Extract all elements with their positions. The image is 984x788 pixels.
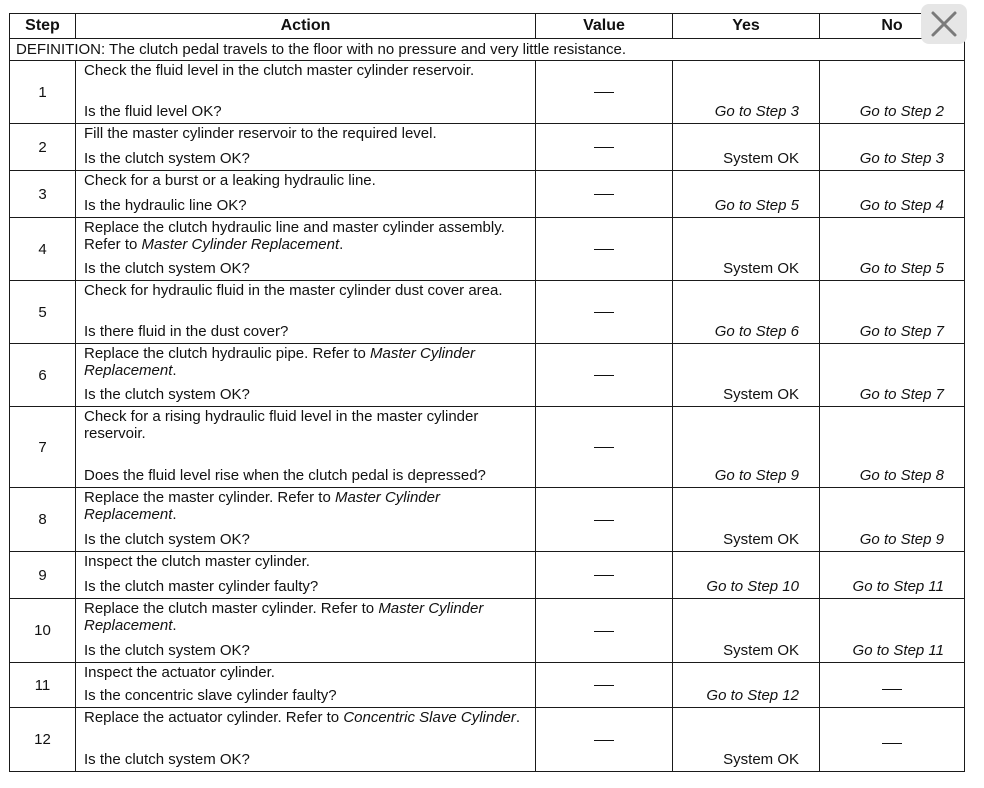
yes-result: Go to Step 5 (673, 171, 820, 218)
yes-result: System OK (673, 344, 820, 407)
yes-result: Go to Step 10 (673, 552, 820, 599)
header-no: No (820, 14, 965, 39)
action-instruction (84, 408, 529, 442)
yes-result: System OK (673, 218, 820, 281)
instruction-text: Inspect the actuator cylinder. (84, 664, 275, 681)
instruction-text: . (172, 506, 177, 523)
instruction-text: Replace the actuator cylinder. Refer to (84, 709, 344, 726)
yes-result: System OK (673, 124, 820, 171)
action-cell (76, 124, 536, 171)
value-cell (536, 124, 673, 171)
action-instruction (84, 600, 529, 634)
instruction-text: Replace the clutch master cylinder. Refer to (84, 600, 379, 617)
yes-result: Go to Step 12 (673, 663, 820, 708)
yes-result: System OK (673, 599, 820, 663)
instruction-text: . (339, 236, 344, 253)
action-cell (76, 663, 536, 708)
table-row (10, 124, 965, 171)
yes-result: Go to Step 6 (673, 281, 820, 344)
yes-result: System OK (673, 708, 820, 772)
yes-result: Go to Step 3 (673, 61, 820, 124)
step-number: 1 (10, 61, 76, 124)
procedure-reference: Master Cylinder Replacement (84, 489, 440, 523)
value-cell (536, 407, 673, 488)
table-row (10, 708, 965, 772)
action-instruction (84, 489, 529, 523)
value-dash (594, 92, 614, 93)
table-row (10, 552, 965, 599)
instruction-text: Check for a burst or a leaking hydraulic line. (84, 172, 376, 189)
action-question: Is the clutch master cylinder faulty? (84, 578, 319, 595)
value-cell (536, 171, 673, 218)
instruction-text: Replace the master cylinder. Refer to (84, 489, 335, 506)
table-row (10, 344, 965, 407)
action-question: Is the hydraulic line OK? (84, 197, 247, 214)
action-instruction (84, 553, 529, 570)
instruction-text: . (172, 362, 177, 379)
action-cell (76, 344, 536, 407)
action-question: Is the clutch system OK? (84, 642, 250, 659)
procedure-reference: Master Cylinder Replacement (84, 600, 484, 634)
value-dash (594, 520, 614, 521)
no-result: Go to Step 11 (820, 599, 965, 663)
action-question: Is the concentric slave cylinder faulty? (84, 687, 337, 704)
step-number: 2 (10, 124, 76, 171)
value-cell (536, 344, 673, 407)
table-row (10, 281, 965, 344)
value-cell (536, 663, 673, 708)
header-yes: Yes (673, 14, 820, 39)
no-result: Go to Step 4 (820, 171, 965, 218)
value-dash (594, 575, 614, 576)
value-dash (594, 147, 614, 148)
header-value: Value (536, 14, 673, 39)
action-instruction (84, 664, 529, 681)
table-row (10, 218, 965, 281)
value-dash (594, 740, 614, 741)
value-cell (536, 599, 673, 663)
no-result: Go to Step 5 (820, 218, 965, 281)
action-instruction (84, 172, 529, 189)
action-cell (76, 61, 536, 124)
value-cell (536, 552, 673, 599)
step-number: 11 (10, 663, 76, 708)
action-cell (76, 708, 536, 772)
no-result: Go to Step 3 (820, 124, 965, 171)
action-instruction (84, 219, 529, 253)
instruction-text: Fill the master cylinder reservoir to the required level. (84, 125, 437, 142)
value-dash (594, 631, 614, 632)
step-number: 9 (10, 552, 76, 599)
step-number: 10 (10, 599, 76, 663)
no-result (820, 708, 965, 772)
table-row (10, 488, 965, 552)
value-dash (594, 447, 614, 448)
value-cell (536, 488, 673, 552)
step-number: 12 (10, 708, 76, 772)
yes-result: Go to Step 9 (673, 407, 820, 488)
value-cell (536, 708, 673, 772)
action-cell (76, 488, 536, 552)
instruction-text: Check for hydraulic fluid in the master cylinder dust cover area. (84, 282, 503, 299)
header-action: Action (76, 14, 536, 39)
header-step: Step (10, 14, 76, 39)
instruction-text: Inspect the clutch master cylinder. (84, 553, 310, 570)
value-dash (594, 249, 614, 250)
action-cell (76, 552, 536, 599)
action-instruction (84, 345, 529, 379)
table-row (10, 663, 965, 708)
action-cell (76, 281, 536, 344)
action-question: Does the fluid level rise when the clutch pedal is depressed? (84, 467, 486, 484)
action-question: Is the clutch system OK? (84, 260, 250, 277)
step-number: 7 (10, 407, 76, 488)
no-result: Go to Step 8 (820, 407, 965, 488)
action-question: Is the fluid level OK? (84, 103, 222, 120)
procedure-reference: Master Cylinder Replacement (84, 345, 476, 379)
procedure-reference: Master Cylinder Replacement (141, 236, 340, 253)
step-number: 5 (10, 281, 76, 344)
no-dash (882, 689, 902, 690)
value-cell (536, 281, 673, 344)
instruction-text: Check for a rising hydraulic fluid level in the master cylinder reservoir. (84, 408, 479, 442)
no-result: Go to Step 9 (820, 488, 965, 552)
no-result (820, 663, 965, 708)
value-dash (594, 194, 614, 195)
action-question: Is the clutch system OK? (84, 531, 250, 548)
step-number: 8 (10, 488, 76, 552)
action-instruction (84, 62, 529, 79)
instruction-text: Replace the clutch hydraulic pipe. Refer to (84, 345, 370, 362)
no-result: Go to Step 7 (820, 344, 965, 407)
table-row (10, 407, 965, 488)
action-cell (76, 407, 536, 488)
action-instruction (84, 125, 529, 142)
action-cell (76, 218, 536, 281)
action-cell (76, 599, 536, 663)
no-result: Go to Step 7 (820, 281, 965, 344)
close-icon (930, 10, 958, 38)
action-question: Is there fluid in the dust cover? (84, 323, 289, 340)
value-cell (536, 61, 673, 124)
yes-result: System OK (673, 488, 820, 552)
action-question: Is the clutch system OK? (84, 386, 250, 403)
table-row (10, 61, 965, 124)
table-row (10, 599, 965, 663)
action-instruction (84, 282, 529, 299)
diagnostic-table (9, 13, 965, 772)
instruction-text: Replace the clutch hydraulic line and master cylinder assembly. Refer to (84, 219, 505, 253)
no-result: Go to Step 2 (820, 61, 965, 124)
no-dash (882, 743, 902, 744)
table-row (10, 171, 965, 218)
step-number: 4 (10, 218, 76, 281)
close-button[interactable] (921, 4, 967, 44)
instruction-text: Check the fluid level in the clutch master cylinder reservoir. (84, 62, 475, 79)
step-number: 6 (10, 344, 76, 407)
instruction-text: . (515, 709, 521, 726)
action-instruction (84, 709, 529, 726)
no-result: Go to Step 11 (820, 552, 965, 599)
value-dash (594, 312, 614, 313)
action-question: Is the clutch system OK? (84, 751, 250, 768)
instruction-text: . (172, 617, 177, 634)
definition-row (10, 39, 965, 61)
action-question: Is the clutch system OK? (84, 150, 250, 167)
procedure-reference: Concentric Slave Cylinder (343, 709, 516, 726)
step-number: 3 (10, 171, 76, 218)
value-dash (594, 685, 614, 686)
action-cell (76, 171, 536, 218)
value-cell (536, 218, 673, 281)
value-dash (594, 375, 614, 376)
header-row (10, 14, 965, 39)
definition-text: DEFINITION: The clutch pedal travels to the floor with no pressure and very little resistance. (10, 39, 965, 61)
